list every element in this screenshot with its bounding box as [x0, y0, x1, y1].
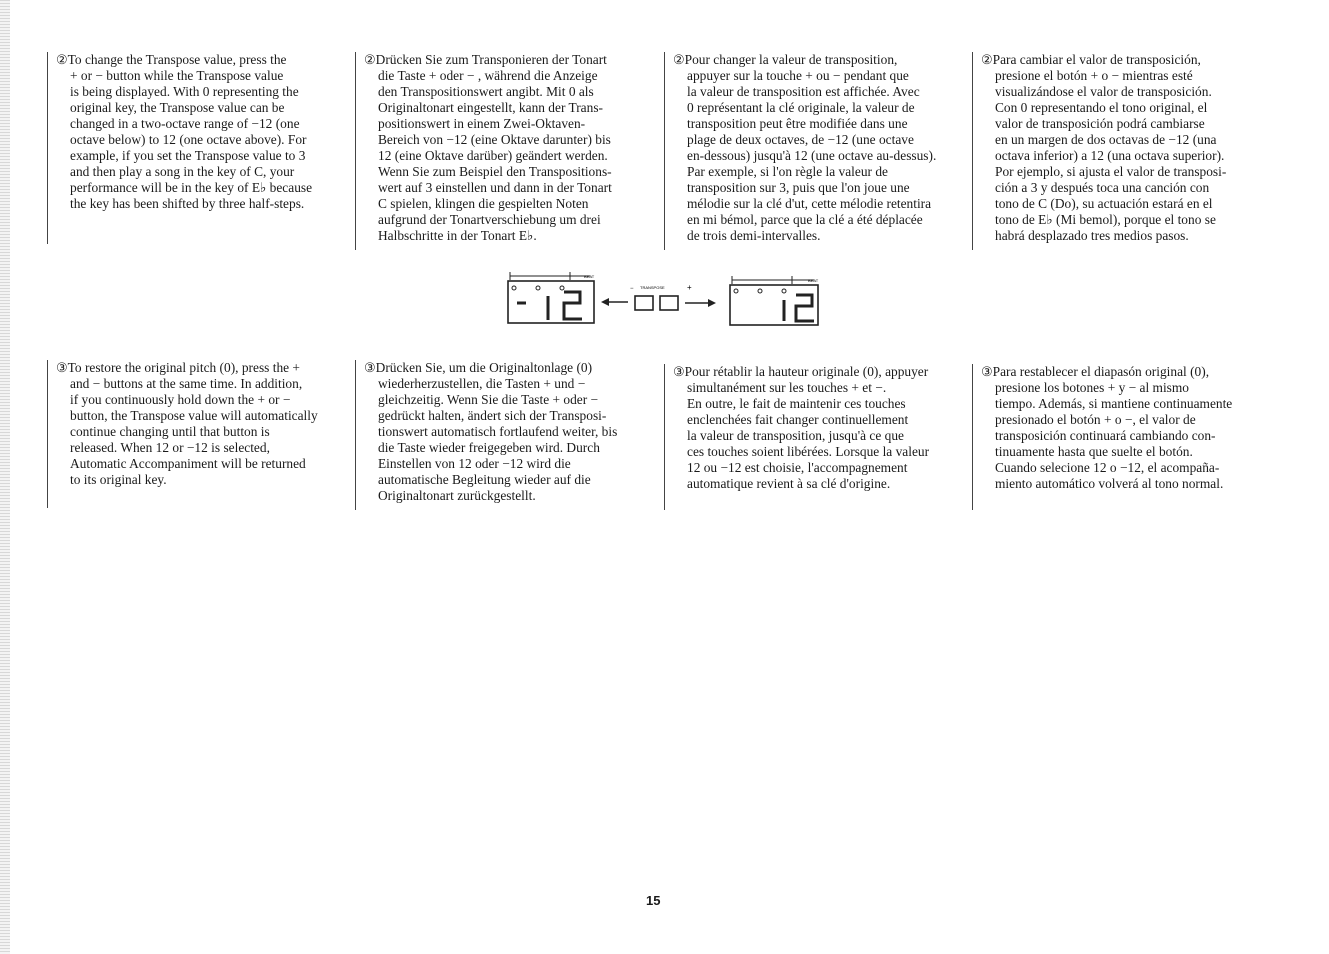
- left-lcd-display: [508, 272, 595, 329]
- step-marker-2: ②: [364, 52, 376, 67]
- step3-french-first-line: Pour rétablir la hauteur originale (0), appuyer: [684, 364, 929, 379]
- step2-french: [664, 52, 975, 250]
- page-number: 15: [646, 893, 661, 908]
- step2-english: [47, 52, 356, 244]
- step3-spanish-text: presione los botones + y − al mismo tiempo. Además, si mantiene continuamente presionado el botón + o −, el valor de transposición continuará cambiando con- tinuamente hasta que suelte el botón. Cuando selecione 12 o −12, el acompaña- miento automático volverá al tono normal.: [995, 380, 1233, 491]
- transpose-minus-button[interactable]: [635, 296, 653, 310]
- step-marker-3: ③: [981, 364, 993, 379]
- step-marker-3: ③: [673, 364, 685, 379]
- step2-german-text: die Taste + oder − , während die Anzeige den Transpositionswert angibt. Mit 0 als Originaltonart eingestellt, kann der Trans- positionswert in einem Zwei-Oktaven- Bereich von −12 (eine Oktave darunter) bis 12 (eine Oktave darüber) geändert werden. Wenn Sie zum Beispiel den Transpositions- wert auf 3 einstellen und dann in der Tonart C spielen, klingen die gespielten Noten aufgrund der Tonartverschiebung um drei Halbschritte in der Tonart E♭.: [378, 68, 612, 243]
- step-marker-3: ③: [364, 360, 376, 375]
- scanned-page-edge: [0, 0, 10, 954]
- step2-french-first-line: Pour changer la valeur de transposition,: [684, 52, 898, 67]
- transpose-label: TRANSPOSE: [640, 285, 665, 290]
- transpose-plus-button[interactable]: [660, 296, 678, 310]
- step2-german-first-line: Drücken Sie zum Transponieren der Tonart: [375, 52, 607, 67]
- step2-spanish: [972, 52, 1281, 250]
- beat-label: BEAT: [584, 274, 595, 279]
- step3-spanish: [972, 364, 1281, 510]
- transpose-display-diagram: [500, 268, 830, 332]
- step2-english-text: + or − button while the Transpose value is being displayed. With 0 representing the original key, the Transpose value can be changed in a two-octave range of −12 (one octave below) to 12 (one octave above). For example, if you set the Transpose value to 3 and then play a song in the key of C, your performance will be in the key of E♭ because the key has been shifted by three half-steps.: [70, 68, 313, 211]
- step-marker-3: ③: [56, 360, 68, 375]
- right-display-value: 12: [770, 328, 771, 329]
- step2-spanish-first-line: Para cambiar el valor de transposición,: [992, 52, 1201, 67]
- left-display-value: -12: [540, 328, 542, 329]
- step2-german: [355, 52, 664, 250]
- step-marker-2: ②: [56, 52, 68, 67]
- minus-label: −: [630, 286, 634, 292]
- plus-label: +: [687, 283, 692, 292]
- step2-spanish-text: presione el botón + o − mientras esté visualizándose el valor de transposición. Con 0 representando el tono original, el valor de transposición podrá cambiarse en un margen de dos octavas de −12 (una octava inferior) a 12 (una octava superior). Por ejemplo, si ajusta el valor de transposi- ción a 3 y después toca una canción con tono de C (Do), su actuación estará en el tono de E♭ (Mi bemol), porque el tono se habrá desplazado tres medios pasos.: [995, 68, 1227, 243]
- step3-german: [355, 360, 664, 510]
- beat-label: BEAT: [808, 278, 819, 283]
- step3-english-text: and − buttons at the same time. In addition, if you continuously hold down the + or − button, the Transpose value will automatically continue changing until that button is released. When 12 or −12 is selected, Automatic Accompaniment will be returned to its original key.: [70, 376, 318, 487]
- step2-french-text: appuyer sur la touche + ou − pendant que la valeur de transposition est affichée. Avec 0 représentant la clé originale, la valeur de transposition peut être modifiée dans une plage de deux octaves, de −12 (une octave en-dessous) jusqu'à 12 (une octave au-dessus). Par exemple, si l'on règle la valeur de transposition sur 3, puis que l'on joue une mélodie sur la clé d'ut, cette mélodie retentira en mi bémol, parce que la clé a été déplacée de trois demi-intervalles.: [687, 68, 937, 243]
- step3-spanish-first-line: Para restablecer el diapasón original (0),: [992, 364, 1210, 379]
- step3-english: [47, 360, 356, 508]
- arrow-left-icon: [601, 298, 628, 306]
- arrow-right-icon: [685, 299, 716, 307]
- step3-english-first-line: To restore the original pitch (0), press the +: [67, 360, 300, 375]
- step2-english-first-line: To change the Transpose value, press the: [67, 52, 287, 67]
- step3-french: [664, 364, 975, 510]
- right-lcd-display: [730, 276, 819, 329]
- step-marker-2: ②: [981, 52, 993, 67]
- step-marker-2: ②: [673, 52, 685, 67]
- step3-french-text: simultanément sur les touches + et −. En outre, le fait de maintenir ces touches enclenchées fait changer continuellement la valeur de transposition, jusqu'à ce que ces touches soient libérées. Lorsque la valeur 12 ou −12 est choisie, l'accompagnement automatique revient à sa clé d'origine.: [687, 380, 930, 491]
- step3-german-first-line: Drücken Sie, um die Originaltonlage (0): [375, 360, 593, 375]
- step3-german-text: wiederherzustellen, die Tasten + und − gleichzeitig. Wenn Sie die Taste + oder − gedrückt halten, ändert sich der Transposi- tionswert automatisch fortlaufend weiter, bis die Taste wieder freigegeben wird. Durch Einstellen von 12 oder −12 wird die automatische Begleitung wieder auf die Originaltonart zurückgestellt.: [378, 376, 618, 503]
